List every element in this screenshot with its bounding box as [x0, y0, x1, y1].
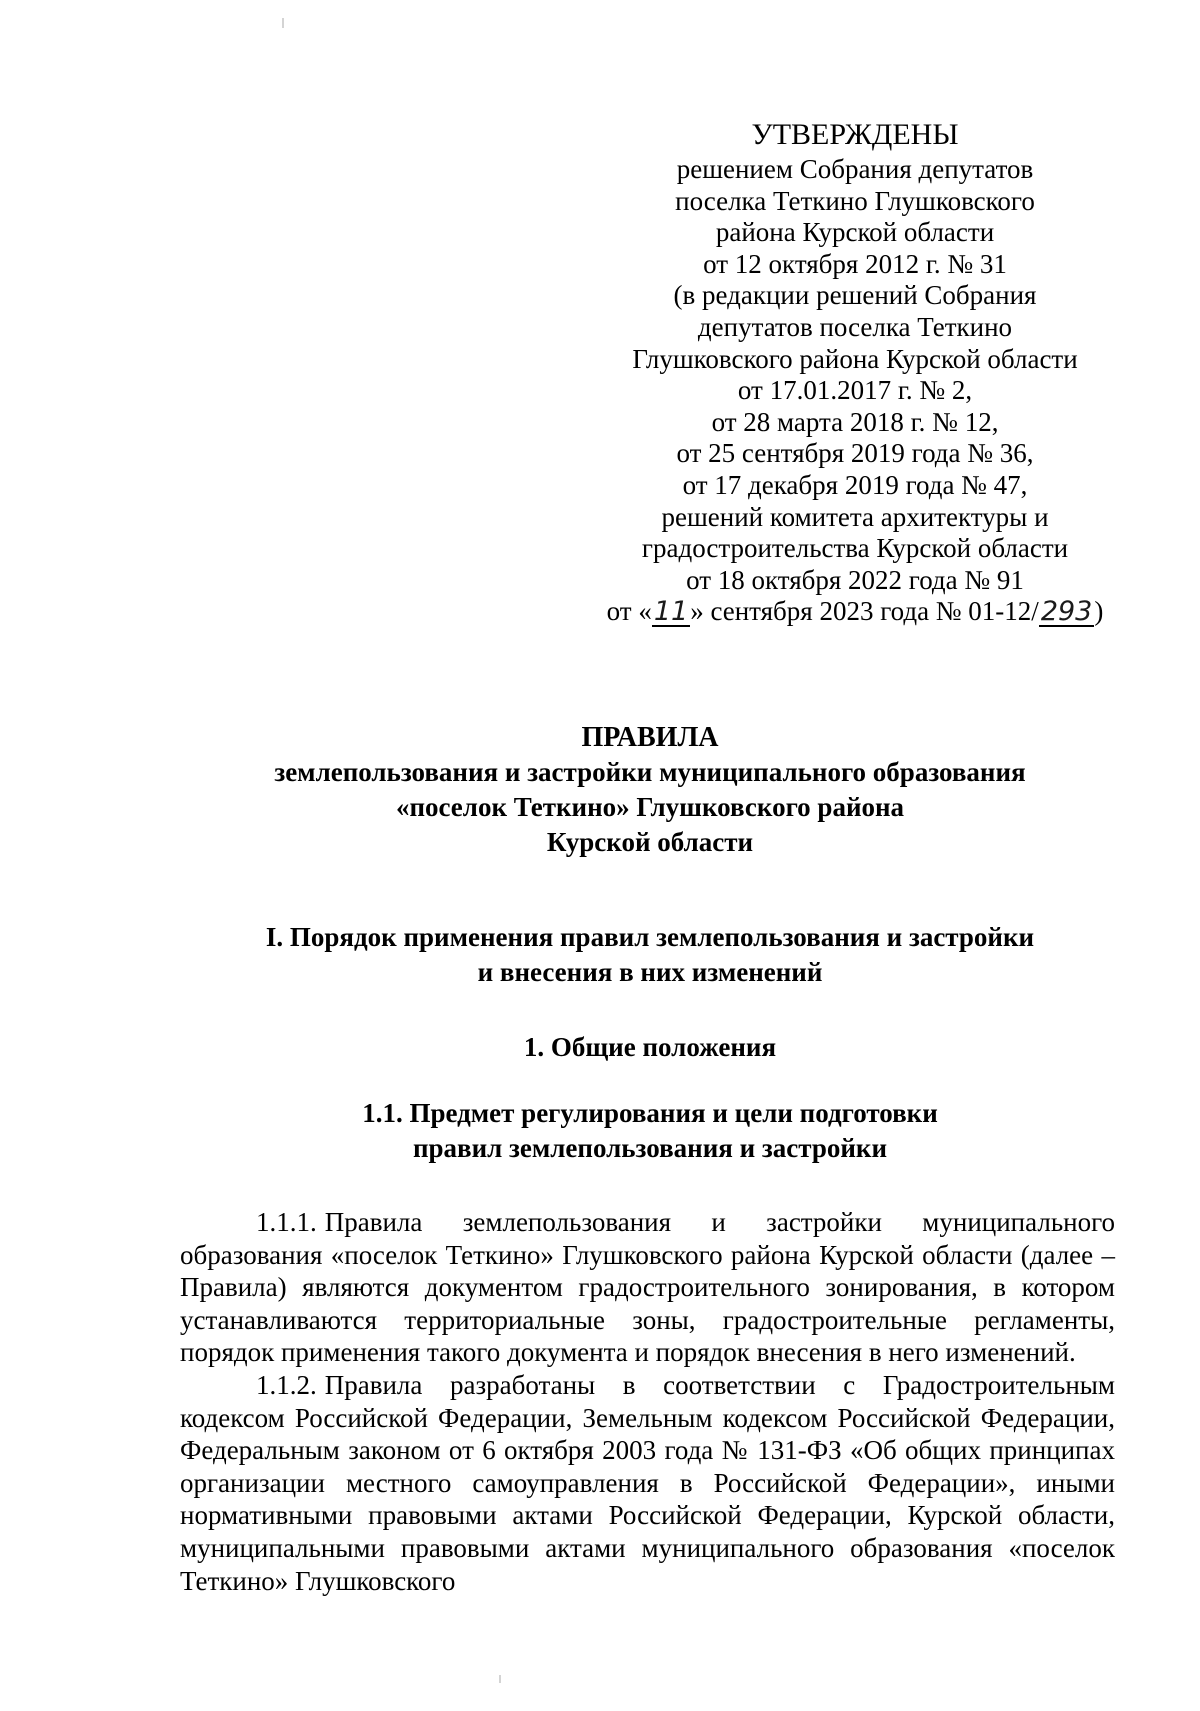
clause-heading — [100, 1096, 1200, 1166]
approval-heading: УТВЕРЖДЕНЫ — [751, 118, 959, 151]
title-main: ПРАВИЛА — [581, 722, 719, 753]
approval-date-middle: » сентября 2023 года № 01-12/ — [690, 596, 1039, 627]
approval-line: решением Собрания депутатов — [676, 154, 1034, 184]
approval-line: от 28 марта 2018 г. № 12, — [711, 406, 999, 437]
handwritten-day: 11 — [653, 596, 689, 628]
scan-artifact — [499, 1675, 501, 1683]
paragraph — [180, 1206, 1115, 1369]
subsection-heading: 1. Общие положения — [523, 1032, 777, 1062]
body-text — [180, 1206, 1115, 1597]
approval-line: района Курской области — [715, 217, 995, 248]
approval-line: депутатов поселка Теткино — [697, 311, 1013, 342]
approval-line: от 18 октября 2022 года № 91 — [686, 564, 1024, 595]
approval-line: поселка Теткино Глушковского — [675, 185, 1035, 216]
document-title — [100, 720, 1200, 860]
paragraph-text: Правила землепользования и застройки муниципального образования «поселок Теткино» Глушковского района Курской области (далее – Правила) являются документом градостроительного зонирования, в котором устанавливаются территориальные зоны, градостроительные регламенты, порядок применения такого документа и порядок внесения в него изменений. — [180, 1207, 1115, 1368]
approval-stamp-block — [580, 118, 1130, 628]
approval-line: от 25 сентября 2019 года № 36, — [676, 438, 1034, 469]
title-line: землепользования и застройки муниципального образования — [274, 757, 1026, 787]
approval-line: от 17 декабря 2019 года № 47, — [682, 469, 1028, 500]
approval-last-line — [580, 596, 1130, 628]
clause-heading-line: правил землепользования и застройки — [412, 1133, 888, 1163]
paragraph — [180, 1369, 1115, 1597]
title-line: Курской области — [546, 827, 754, 857]
scan-artifact — [282, 18, 284, 28]
section-heading-line: и внесения в них изменений — [477, 957, 823, 987]
approval-date-prefix: от « — [606, 596, 652, 627]
paragraph-number: 1.1.2. — [256, 1369, 317, 1400]
approval-line: Глушковского района Курской области — [632, 343, 1078, 374]
clause-heading-line: 1.1. Предмет регулирования и цели подготовки — [362, 1098, 938, 1128]
title-line: «поселок Теткино» Глушковского района — [395, 792, 905, 822]
approval-line: (в редакции решений Собрания — [673, 280, 1037, 311]
handwritten-number: 293 — [1040, 596, 1093, 628]
approval-line: градостроительства Курской области — [641, 533, 1069, 564]
section-heading-line: I. Порядок применения правил землепользования и застройки — [265, 922, 1035, 952]
paragraph-number: 1.1.1. — [256, 1207, 317, 1237]
paragraph-text: Правила разработаны в соответствии с Градостроительным кодексом Российской Федерации, Земельным кодексом Российской Федерации, Федеральным законом от 6 октября 2003 года № 131-ФЗ «Об общих принципах организации местного самоуправления в Российской Федерации», иными нормативными правовыми актами Российской Федерации, Курской области, муниципальными правовыми актами муниципального образования «поселок Теткино» Глушковского — [180, 1369, 1115, 1596]
approval-line: от 17.01.2017 г. № 2, — [737, 375, 973, 406]
approval-line: от 12 октября 2012 г. № 31 — [703, 248, 1007, 279]
approval-date-suffix: ) — [1094, 596, 1104, 627]
section-heading — [100, 920, 1200, 990]
approval-line: решений комитета архитектуры и — [661, 501, 1049, 532]
